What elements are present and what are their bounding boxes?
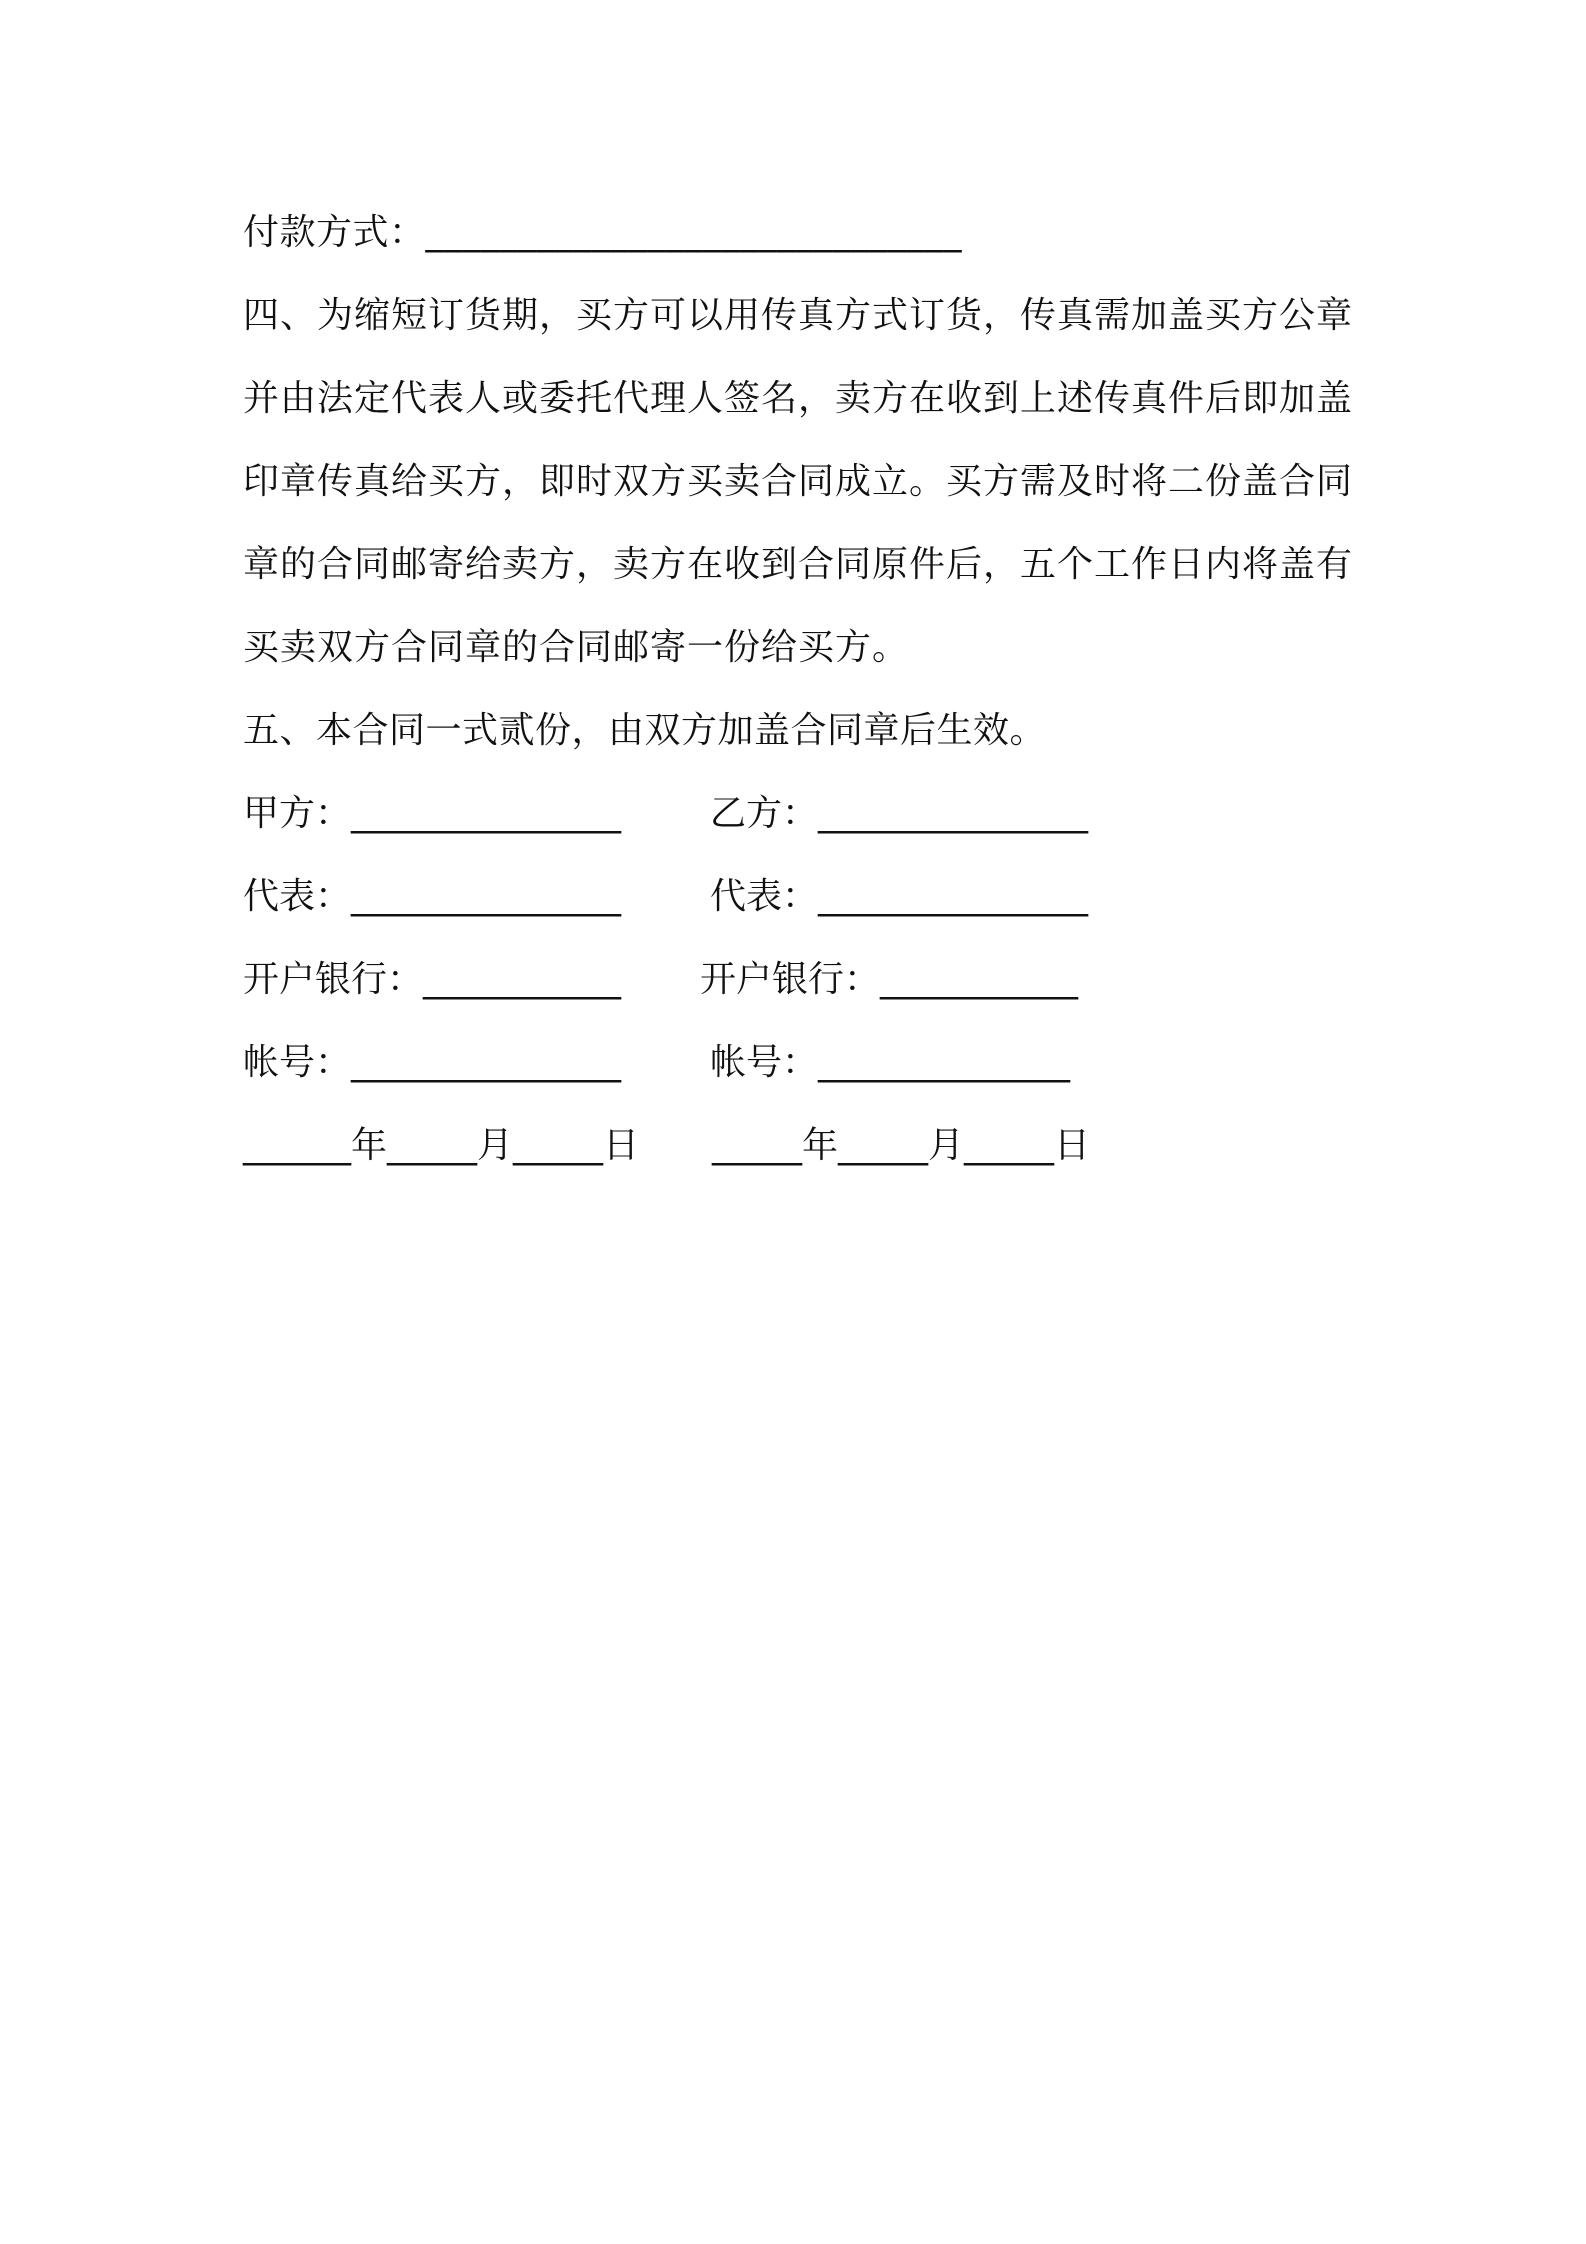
clause-4-line: 买卖双方合同章的合同邮寄一份给买方。 [243, 627, 910, 668]
bank-a-field: 开户银行：___________ [243, 959, 622, 1000]
bank-b-field: 开户银行：___________ [700, 959, 1079, 1000]
date-a-field: ______年_____月_____日 [243, 1125, 639, 1166]
document-content [243, 205, 1353, 1201]
date-b-field: _____年_____月_____日 [712, 1125, 1090, 1166]
payment-method-line: 付款方式：_____________________________ [243, 212, 963, 253]
clause-5: 五、本合同一式贰份，由双方加盖合同章后生效。 [243, 710, 1047, 751]
party-row [243, 786, 1353, 869]
representative-row [243, 869, 1353, 952]
clause-4-line: 印章传真给买方，即时双方买卖合同成立。买方需及时将二份盖合同 [243, 461, 1354, 502]
party-a-field: 甲方：_______________ [243, 793, 622, 834]
bank-row [243, 952, 1353, 1035]
account-b-field: 帐号：______________ [710, 1042, 1071, 1083]
representative-a-field: 代表：_______________ [243, 876, 622, 917]
date-row [243, 1118, 1353, 1201]
account-row [243, 1035, 1353, 1118]
clause-4-line: 四、为缩短订货期，买方可以用传真方式订货，传真需加盖买方公章 [243, 295, 1354, 336]
clause-4-line: 章的合同邮寄给卖方，卖方在收到合同原件后，五个工作日内将盖有 [243, 544, 1354, 585]
clause-4-line: 并由法定代表人或委托代理人签名，卖方在收到上述传真件后即加盖 [243, 378, 1354, 419]
account-a-field: 帐号：_______________ [243, 1042, 622, 1083]
party-b-field: 乙方：_______________ [710, 793, 1089, 834]
clause-4 [243, 288, 1353, 703]
representative-b-field: 代表：_______________ [710, 876, 1089, 917]
